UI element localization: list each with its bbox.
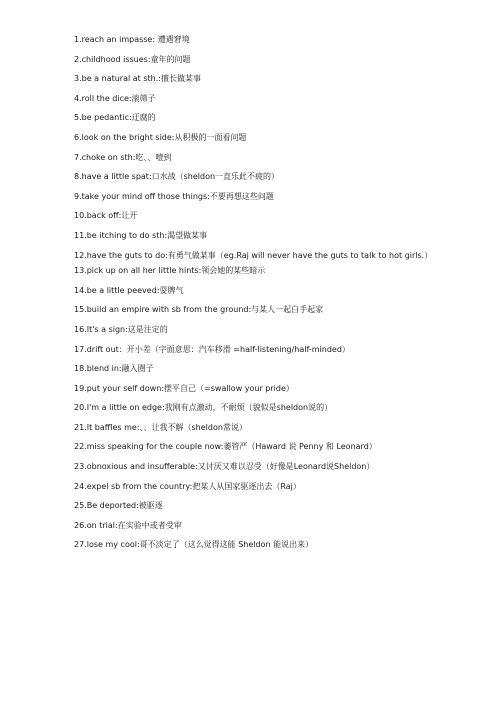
list-item xyxy=(74,191,488,201)
list-item xyxy=(74,304,488,314)
entry-text: 5.be pedantic:迂腐的 xyxy=(74,113,156,123)
entry-text: 14.be a little peeved:耍脾气 xyxy=(74,285,184,295)
list-item xyxy=(74,500,488,510)
list-item xyxy=(74,54,488,64)
list-item xyxy=(74,520,488,530)
list-item xyxy=(74,210,488,220)
entry-text: 1.reach an impasse: 遭遇窘境 xyxy=(74,35,190,44)
list-item xyxy=(74,344,488,354)
list-item xyxy=(74,93,488,103)
entry-text: 23.obnoxious and insufferable:又讨厌又难以忍受（好像是Leonard说Sheldon） xyxy=(74,462,375,472)
entry-text: 19.put your self down:摆平自己（=swallow your pride） xyxy=(74,383,294,393)
entry-text: 8.have a little spat:口水战（sheldon一直乐此不疲的） xyxy=(74,172,280,182)
vocabulary-list xyxy=(74,34,488,559)
entry-text: 10.back off:让开 xyxy=(74,211,138,221)
entry-text: 4.roll the dice:滚筛子 xyxy=(74,93,156,103)
entry-text: 25.Be deported:被驱逐 xyxy=(74,501,163,511)
entry-text: 3.be a natural at sth.:擅长做某事 xyxy=(74,74,201,84)
list-item xyxy=(74,539,488,549)
list-item xyxy=(74,132,488,142)
list-item xyxy=(74,441,488,451)
entry-text: 15.build an empire with sb from the ground:与某人一起白手起家 xyxy=(74,305,324,315)
entry-text: 11.be itching to do sth:渴望做某事 xyxy=(74,230,208,240)
entry-text: 22.miss speaking for the couple now:萎管严（Haward 说 Penny 和 Leonard） xyxy=(74,442,377,452)
entry-text: 20.I'm a little on edge:我刚有点激动，不耐烦（貌似是sheldon说的） xyxy=(74,403,333,413)
list-item xyxy=(74,285,488,295)
entry-text: 18.blend in:融入圈子 xyxy=(74,364,154,374)
list-item xyxy=(74,481,488,491)
list-item xyxy=(74,383,488,393)
list-item xyxy=(74,230,488,240)
list-item xyxy=(74,265,488,275)
entry-text: 17.drift out：开小差（字面意思：汽车移滑 =half-listening/half-minded） xyxy=(74,344,350,354)
list-item xyxy=(74,112,488,122)
entry-text: 6.look on the bright side:从积极的一面看问题 xyxy=(74,132,247,142)
list-item xyxy=(74,324,488,334)
list-item xyxy=(74,402,488,412)
entry-text: 27.lose my cool:哥不淡定了（这么觉得这能 Sheldon 能说出来） xyxy=(74,540,314,550)
list-item xyxy=(74,152,488,162)
list-item xyxy=(74,461,488,471)
entry-text: 2.childhood issues:童年的问题 xyxy=(74,54,191,64)
entry-text: 9.take your mind off those things:不要再想这些问题 xyxy=(74,191,274,201)
list-item xyxy=(74,73,488,83)
entry-text: 7.choke on sth:吃、、噎到 xyxy=(74,152,172,162)
entry-text: 21.It baffles me:、、让我不解（sheldon常说） xyxy=(74,422,247,432)
list-item xyxy=(74,34,488,44)
list-item xyxy=(74,250,488,260)
list-item xyxy=(74,171,488,181)
entry-text: 26.on trial:在实验中或者受审 xyxy=(74,520,182,530)
list-item xyxy=(74,422,488,432)
entry-text: 16.It's a sign:这是注定的 xyxy=(74,324,168,334)
entry-text: 24.expel sb from the country:把某人从国家驱逐出去（Raj） xyxy=(74,481,301,491)
entry-text: 12.have the guts to do:有勇气做某事（eg.Raj will never have the guts to talk to hot girls.） xyxy=(74,250,433,260)
list-item xyxy=(74,363,488,373)
entry-text: 13.pick up on all her little hints:领会她的某些暗示 xyxy=(74,266,266,276)
